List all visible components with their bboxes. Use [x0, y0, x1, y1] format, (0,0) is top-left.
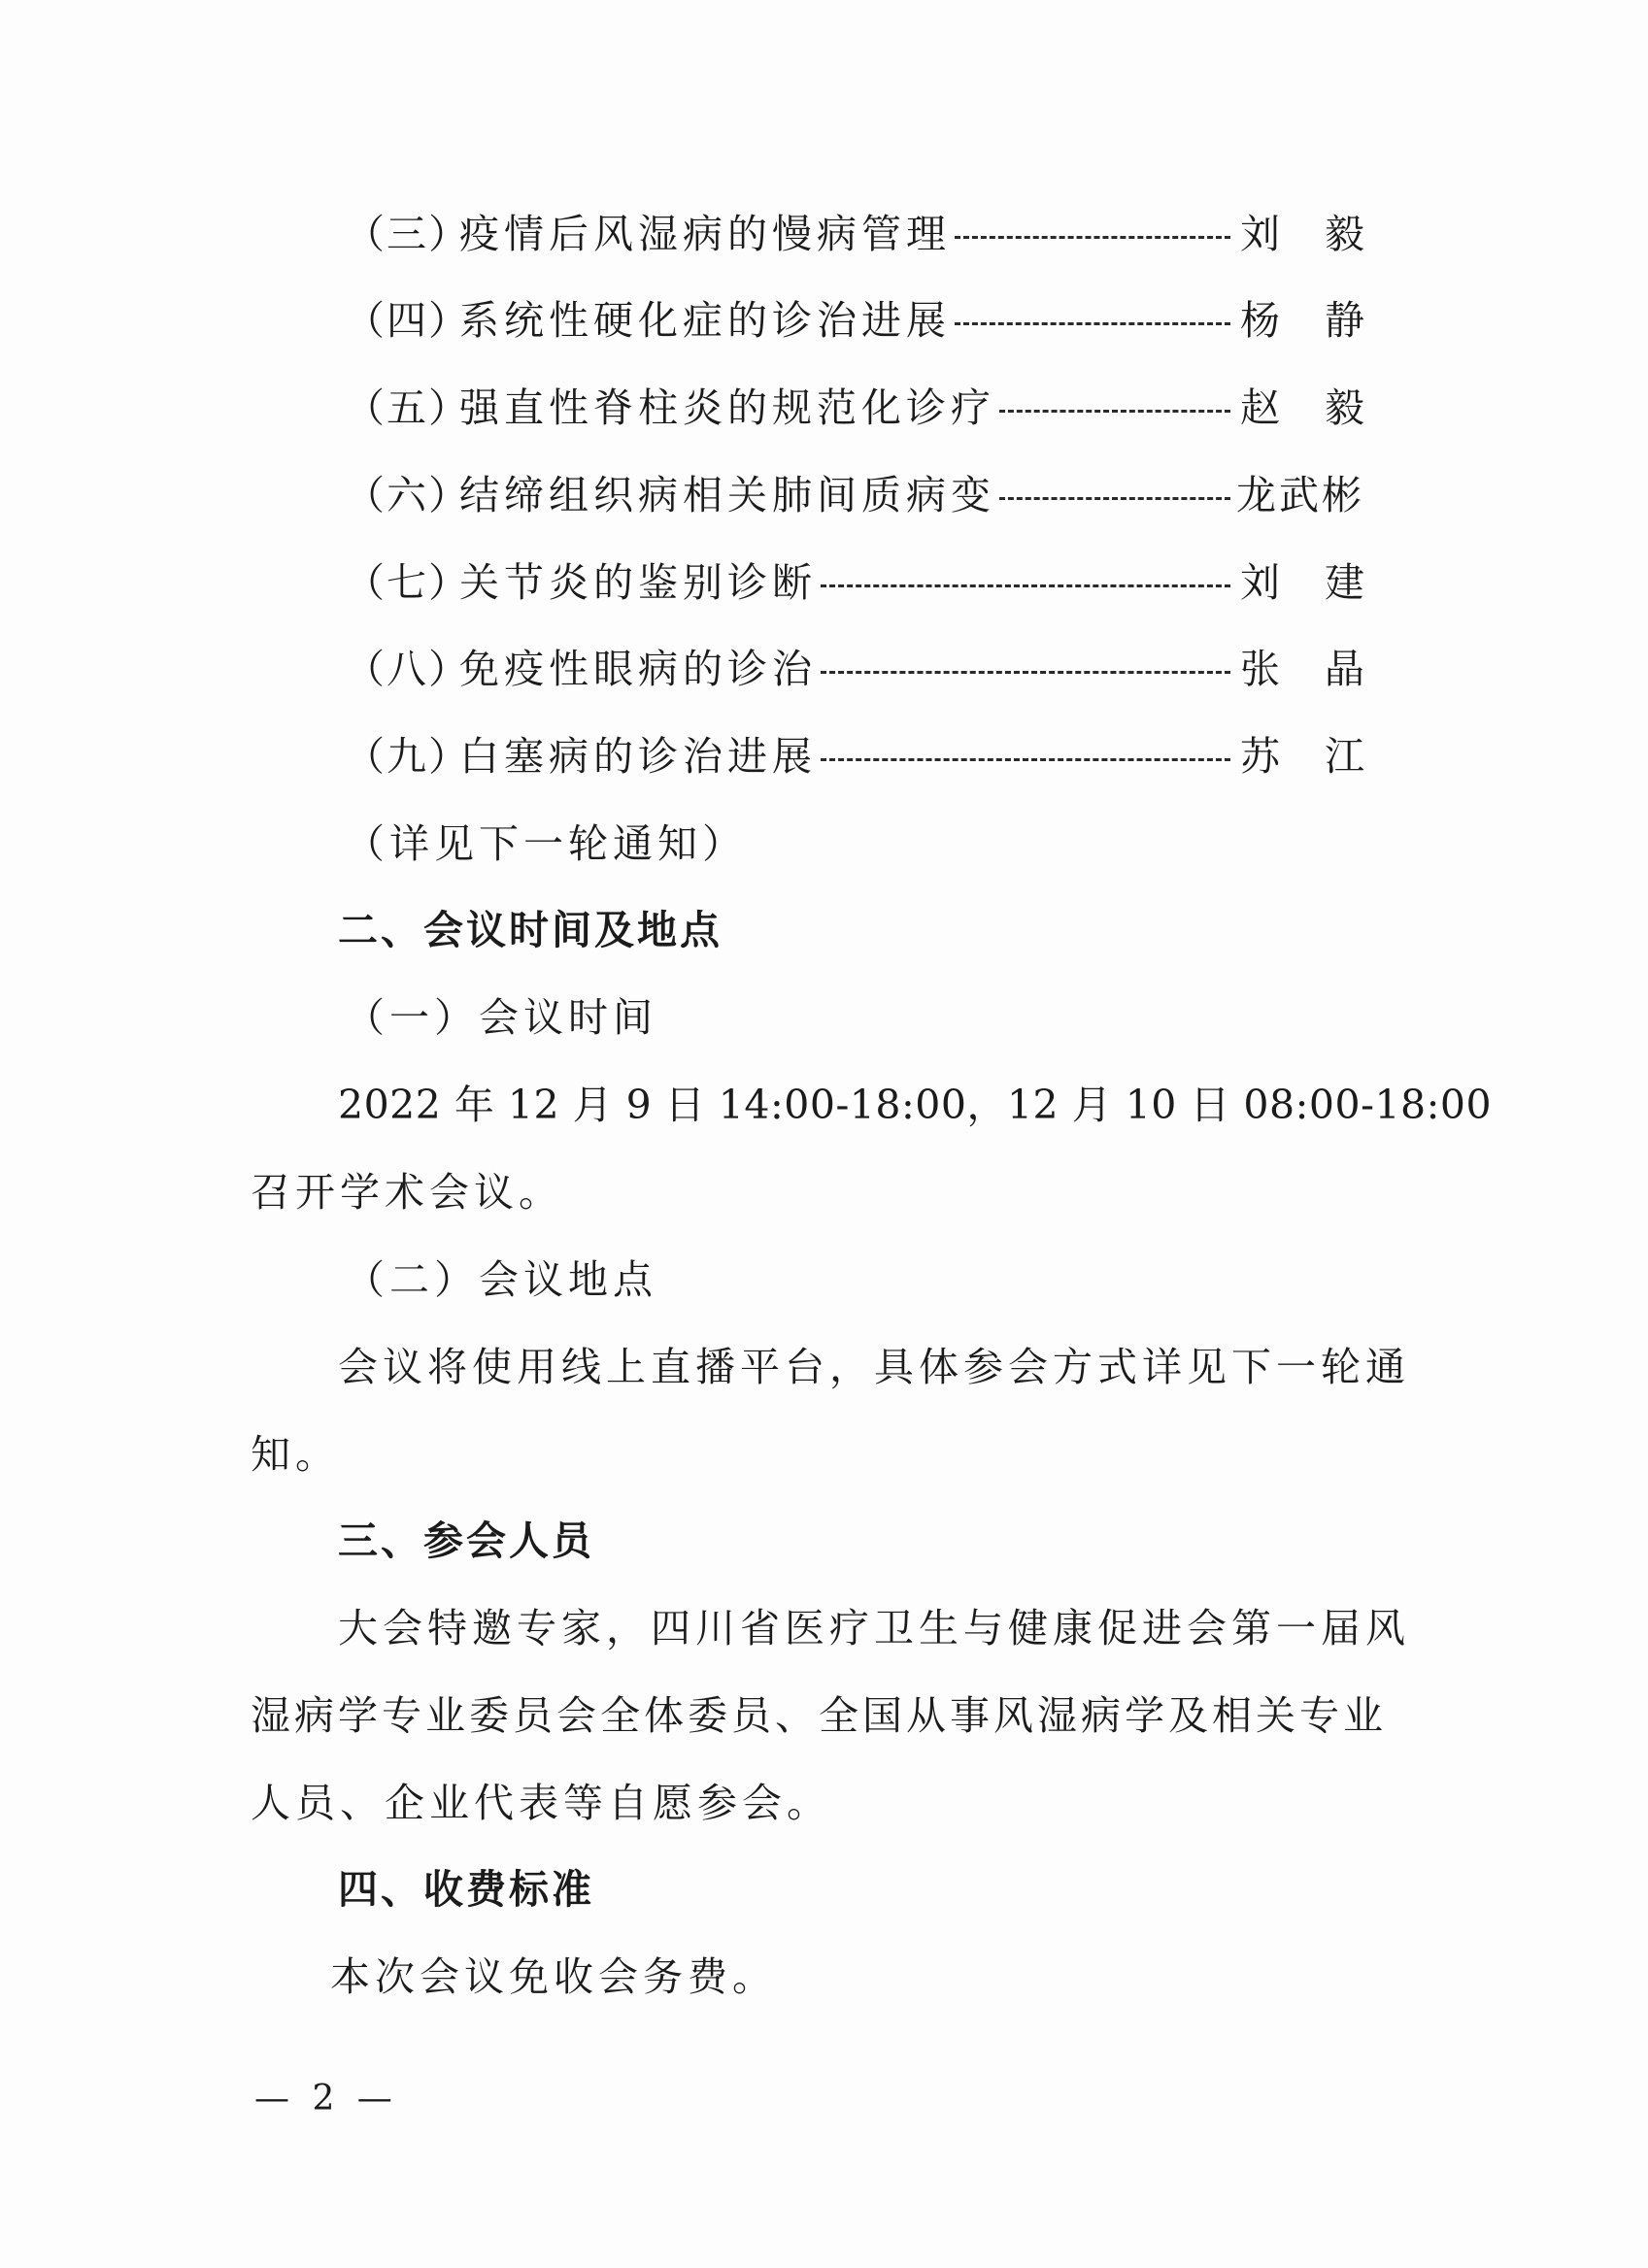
meeting-time-cont: 召开学术会议。 [251, 1169, 563, 1216]
toc-note: （详见下一轮通知） [345, 820, 747, 867]
toc-row [345, 383, 1364, 433]
toc-number: （七） [345, 559, 470, 606]
toc-row [345, 209, 1364, 259]
paragraph-line: 大会特邀专家，四川省医疗卫生与健康促进会第一届风 [338, 1605, 1410, 1651]
toc-speaker [1240, 731, 1364, 782]
speaker-char: 毅 [1325, 384, 1364, 431]
speaker-char: 杨 [1240, 297, 1280, 344]
toc-leader [999, 410, 1230, 413]
toc-leader [955, 322, 1230, 325]
speaker-char: 赵 [1240, 384, 1280, 431]
paragraph-line: 本次会议免收会务费。 [330, 1953, 777, 2000]
toc-speaker [1236, 470, 1364, 520]
toc-title: 强直性脊柱炎的规范化诊疗 [459, 384, 995, 431]
section-heading: 二、会议时间及地点 [338, 907, 723, 953]
toc-leader [821, 671, 1230, 674]
subsection-title: （二）会议地点 [345, 1256, 657, 1303]
toc-row [345, 731, 1364, 782]
toc-speaker [1240, 295, 1364, 346]
toc-title: 免疫性眼病的诊治 [459, 646, 817, 692]
toc-number: （六） [345, 472, 470, 518]
toc-row [345, 644, 1364, 694]
section-heading: 四、收费标准 [338, 1866, 594, 1913]
speaker-char: 晶 [1325, 646, 1364, 692]
speaker-char: 静 [1325, 297, 1364, 344]
toc-speaker [1240, 383, 1364, 433]
meeting-place-cont: 知。 [251, 1431, 340, 1478]
toc-leader [955, 236, 1230, 239]
speaker-char: 张 [1240, 646, 1280, 692]
speaker-char: 苏 [1240, 733, 1280, 780]
toc-number: （八） [345, 646, 470, 692]
meeting-place: 会议将使用线上直播平台，具体参会方式详见下一轮通 [338, 1344, 1410, 1390]
toc-leader [821, 584, 1230, 587]
page-number: — 2 — [254, 2079, 398, 2118]
paragraph-line: 人员、企业代表等自愿参会。 [251, 1780, 831, 1826]
section-heading: 三、参会人员 [338, 1518, 594, 1564]
toc-title: 白塞病的诊治进展 [459, 733, 817, 780]
toc-title: 结缔组织病相关肺间质病变 [459, 472, 995, 518]
speaker-char: 刘 [1240, 559, 1280, 606]
speaker-char: 毅 [1325, 211, 1364, 257]
toc-row [345, 295, 1364, 346]
toc-number: （九） [345, 733, 470, 780]
toc-title: 系统性硬化症的诊治进展 [459, 297, 951, 344]
toc-speaker [1240, 644, 1364, 694]
meeting-time: 2022 年 12 月 9 日 14:00-18:00，12 月 10 日 08:00-18:00 [338, 1082, 1493, 1128]
toc-leader [821, 758, 1230, 761]
speaker-char: 刘 [1240, 211, 1280, 257]
toc-title: 关节炎的鉴别诊断 [459, 559, 817, 606]
toc-row [345, 557, 1364, 608]
speaker-char: 江 [1325, 733, 1364, 780]
subsection-title: （一）会议时间 [345, 994, 657, 1041]
toc-number: （四） [345, 297, 470, 344]
toc-speaker [1240, 209, 1364, 259]
toc-leader [999, 497, 1230, 500]
toc-speaker [1240, 557, 1364, 608]
speaker-char: 建 [1325, 559, 1364, 606]
toc-number: （三） [345, 211, 470, 257]
speaker-name: 龙武彬 [1236, 472, 1364, 518]
toc-number: （五） [345, 384, 470, 431]
toc-title: 疫情后风湿病的慢病管理 [459, 211, 951, 257]
toc-row [345, 470, 1364, 520]
paragraph-line: 湿病学专业委员会全体委员、全国从事风湿病学及相关专业 [251, 1692, 1387, 1739]
